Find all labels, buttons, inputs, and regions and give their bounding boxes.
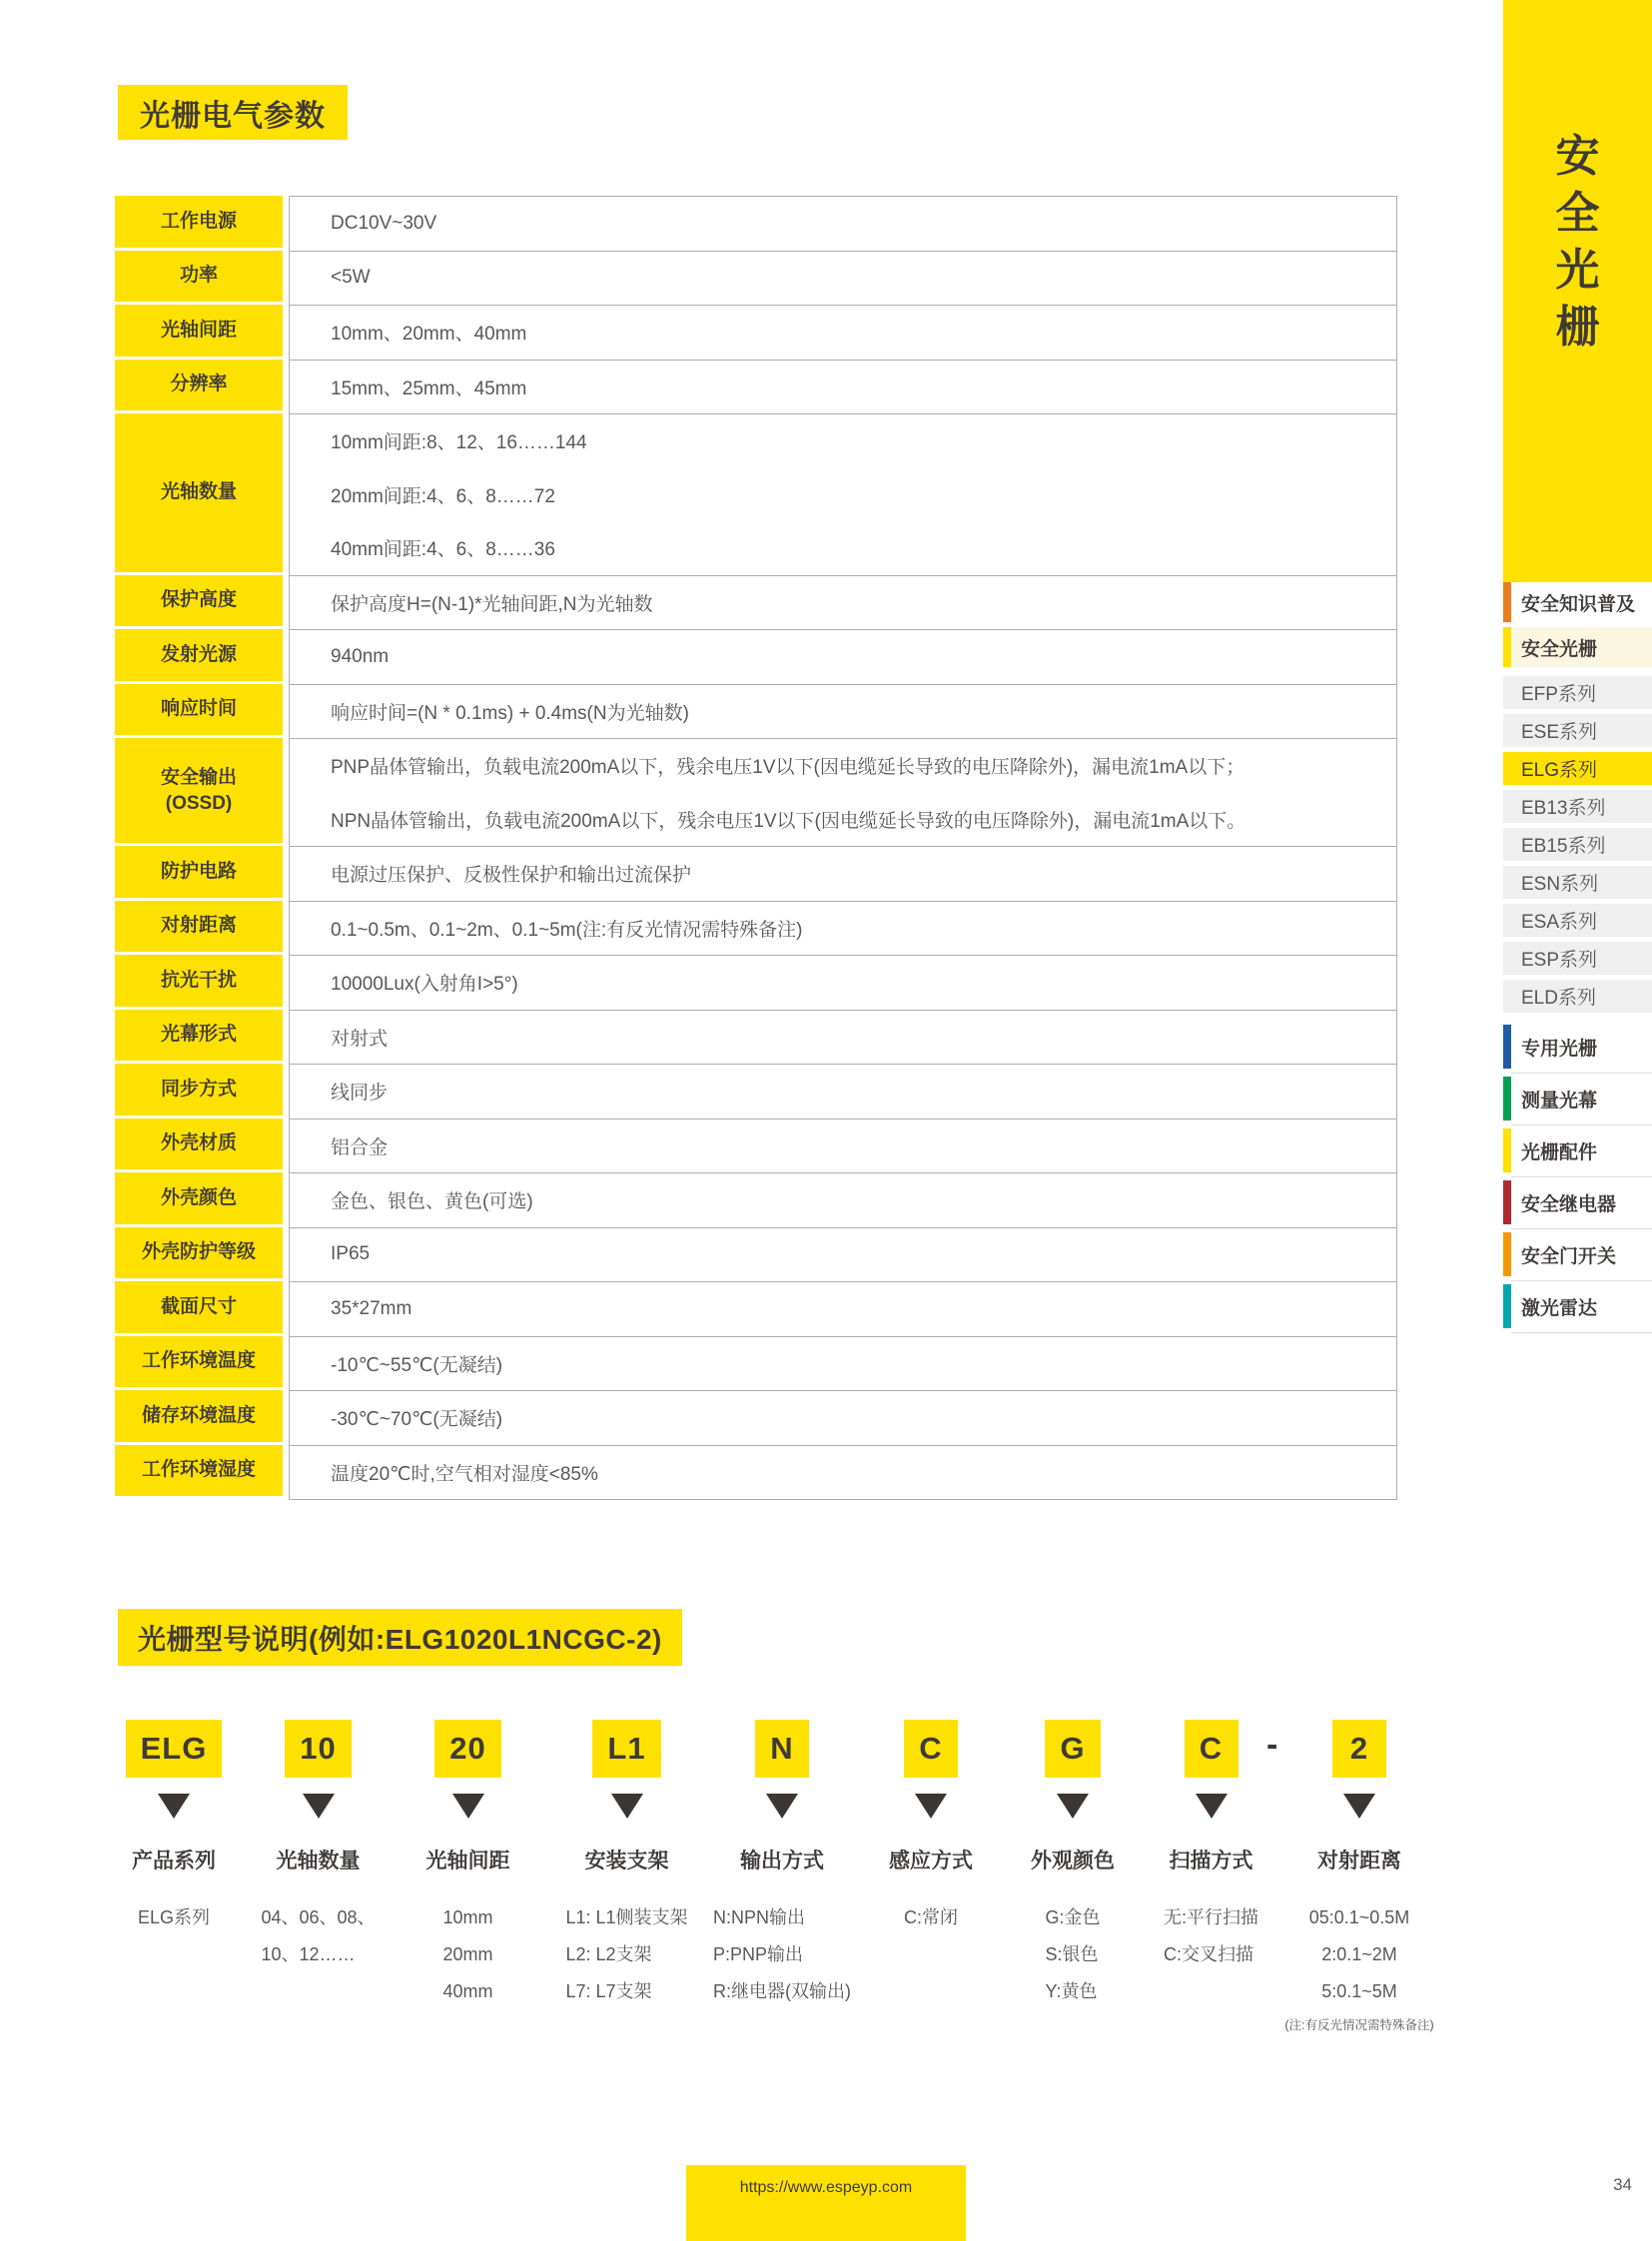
model-segment-column — [100, 1720, 248, 2033]
spec-values — [289, 901, 1397, 957]
page-number: 34 — [1613, 2175, 1632, 2194]
spec-row — [115, 1336, 1397, 1392]
spec-value: 温度20℃时,空气相对湿度<85% — [331, 1463, 598, 1485]
spec-value: NPN晶体管输出，负载电流200mA以下，残余电压1V以下(因电缆延长导致的电压降除外)，漏电流1mA以下。 — [331, 810, 1246, 832]
model-desc-line: R:继电器(双输出) — [713, 1981, 851, 2001]
model-desc-note: (注:有反光情况需特殊备注) — [1284, 2018, 1434, 2032]
spec-row — [115, 684, 1397, 740]
sidebar-banner-text: 安 全 光 栅 — [1555, 132, 1600, 352]
sidebar-item-eld-series[interactable] — [1503, 980, 1652, 1013]
spec-label: 保护高度 — [115, 575, 283, 631]
model-desc-line: ELG系列 — [137, 1907, 211, 1927]
spec-values — [289, 1010, 1397, 1066]
sidebar-item-label: 光栅配件 — [1521, 1141, 1598, 1163]
spec-row — [115, 1172, 1397, 1228]
model-segment-column — [858, 1720, 1004, 2033]
spec-value: 940nm — [331, 645, 390, 667]
sidebar-item-ese-series[interactable] — [1503, 714, 1652, 747]
spec-values — [289, 846, 1397, 902]
spec-row — [115, 251, 1397, 307]
spec-label: 光幕形式 — [115, 1010, 283, 1066]
footer-url-box — [686, 2165, 966, 2241]
spec-value: 10000Lux(入射角I>5°) — [331, 974, 518, 996]
spec-value: <5W — [331, 267, 371, 289]
model-column-desc — [1309, 1899, 1410, 2010]
spec-values — [289, 1336, 1397, 1392]
sidebar-item-label: ESP系列 — [1521, 950, 1598, 971]
model-code-box: 20 — [434, 1720, 500, 1778]
model-code-box-row — [248, 1720, 389, 1778]
spec-label: 储存环境温度 — [115, 1390, 283, 1446]
spec-label: 分辨率 — [115, 360, 283, 415]
model-desc-line: 2:0.1~2M — [1321, 1944, 1397, 1964]
model-desc-line: C:常闭 — [904, 1907, 958, 1927]
category-color-bar — [1503, 582, 1511, 622]
spec-row — [115, 738, 1397, 847]
spec-row — [115, 1445, 1397, 1501]
model-column-desc — [138, 1899, 210, 1936]
spec-label: 对射距离 — [115, 901, 283, 957]
model-column-desc — [565, 1899, 687, 2010]
spec-values — [289, 738, 1397, 847]
spec-label: 同步方式 — [115, 1064, 283, 1120]
model-code-box: C — [904, 1720, 958, 1778]
spec-row — [115, 1227, 1397, 1283]
spec-values — [289, 629, 1397, 685]
sidebar-item-esp-series[interactable] — [1503, 942, 1652, 975]
model-desc-line: 10mm — [442, 1907, 493, 1927]
spec-value: 保护高度H=(N-1)*光轴间距,N为光轴数 — [331, 593, 653, 615]
spec-values — [289, 196, 1397, 252]
spec-row — [115, 1390, 1397, 1446]
spec-values — [289, 1172, 1397, 1228]
spec-label: 外壳防护等级 — [115, 1227, 283, 1283]
model-code-box: 10 — [285, 1720, 351, 1778]
model-column-desc — [442, 1899, 492, 2010]
model-desc-line: S:银色 — [1045, 1944, 1099, 1964]
down-arrow-icon — [766, 1794, 798, 1819]
model-desc-line: P:PNP输出 — [713, 1944, 804, 1964]
spec-values — [289, 1064, 1397, 1120]
down-arrow-icon — [1057, 1794, 1089, 1819]
spec-values — [289, 1227, 1397, 1283]
model-column-label: 外观颜色 — [1031, 1850, 1115, 1872]
sidebar-item-safety-light-curtain[interactable] — [1503, 627, 1652, 667]
spec-label: 安全输出 (OSSD) — [115, 738, 283, 847]
spec-table — [115, 197, 1397, 1500]
spec-row — [115, 575, 1397, 631]
sidebar-menu — [1503, 582, 1652, 1336]
model-code-box-row — [389, 1720, 547, 1778]
model-code-box: C — [1185, 1720, 1239, 1778]
sidebar-item-label: EFP系列 — [1521, 684, 1596, 705]
spec-row — [115, 1281, 1397, 1337]
model-code-box-row — [1004, 1720, 1142, 1778]
sidebar-item-label: ESN系列 — [1521, 874, 1599, 895]
spec-value: PNP晶体管输出，负载电流200mA以下，残余电压1V以下(因电缆延长导致的电压降除外)，漏电流1mA以下； — [331, 757, 1245, 779]
model-desc-line: 40mm — [442, 1981, 493, 2001]
down-arrow-icon — [1196, 1794, 1228, 1819]
spec-label: 工作电源 — [115, 196, 283, 252]
spec-row — [115, 305, 1397, 361]
spec-row — [115, 360, 1397, 415]
category-color-bar — [1503, 1025, 1511, 1069]
down-arrow-icon — [452, 1794, 484, 1819]
model-code-box-row — [547, 1720, 706, 1778]
sidebar-item-label: ELG系列 — [1521, 760, 1598, 781]
sidebar-item-laser-radar[interactable] — [1503, 1284, 1652, 1328]
model-code-box: G — [1045, 1720, 1100, 1778]
sidebar-item-measuring-curtain[interactable] — [1503, 1077, 1652, 1120]
spec-values — [289, 413, 1397, 576]
spec-row — [115, 846, 1397, 902]
sidebar-banner — [1503, 0, 1652, 584]
sidebar-item-label: ELD系列 — [1521, 988, 1596, 1009]
spec-row — [115, 629, 1397, 685]
footer-url-link[interactable]: https://www.espeyp.com — [739, 2179, 913, 2196]
model-column-desc — [713, 1899, 851, 2010]
model-desc-line: L2: L2支架 — [565, 1944, 652, 1964]
electrical-params-title: 光栅电气参数 — [140, 99, 326, 133]
down-arrow-icon — [915, 1794, 947, 1819]
model-code-box-row — [706, 1720, 858, 1778]
model-desc-line: C:交叉扫描 — [1163, 1944, 1253, 1964]
model-code-box: 2 — [1332, 1720, 1386, 1778]
model-desc-line: 无:平行扫描 — [1163, 1907, 1258, 1927]
model-code-box: ELG — [126, 1720, 223, 1778]
sidebar-item-esn-series[interactable] — [1503, 866, 1652, 899]
spec-value: 铝合金 — [331, 1136, 389, 1158]
spec-value: 电源过压保护、反极性保护和输出过流保护 — [331, 865, 692, 887]
electrical-params-title-badge — [118, 85, 348, 140]
sidebar-item-efp-series[interactable] — [1503, 676, 1652, 709]
spec-label: 抗光干扰 — [115, 955, 283, 1011]
spec-values — [289, 360, 1397, 415]
model-desc-line: 20mm — [442, 1944, 493, 1964]
spec-label: 工作环境温度 — [115, 1336, 283, 1392]
sidebar-item-label: 专用光栅 — [1521, 1038, 1598, 1060]
model-column-desc — [261, 1899, 375, 1973]
spec-row — [115, 1010, 1397, 1066]
model-column-desc — [1164, 1899, 1258, 1973]
spec-label: 发射光源 — [115, 629, 283, 685]
sidebar-item-safety-knowledge[interactable] — [1503, 582, 1652, 622]
spec-value: 对射式 — [331, 1028, 389, 1050]
model-segment-column — [248, 1720, 389, 2033]
spec-row — [115, 413, 1397, 576]
model-code-box-row — [1142, 1720, 1280, 1778]
category-color-bar — [1503, 1284, 1511, 1328]
model-column-desc — [1045, 1899, 1100, 2010]
spec-values — [289, 1281, 1397, 1337]
spec-value: 35*27mm — [331, 1297, 413, 1319]
spec-value: -10℃~55℃(无凝结) — [331, 1354, 503, 1376]
sidebar-item-label: ESE系列 — [1521, 722, 1598, 743]
spec-values — [289, 1390, 1397, 1446]
category-color-bar — [1503, 1128, 1511, 1172]
model-segment-column — [1142, 1720, 1280, 2033]
spec-value: 15mm、25mm、45mm — [331, 377, 527, 399]
sidebar-item-label: 安全继电器 — [1521, 1193, 1617, 1215]
category-color-bar — [1503, 1232, 1511, 1276]
down-arrow-icon — [303, 1794, 335, 1819]
model-segment-column — [1004, 1720, 1142, 2033]
sidebar-item-elg-series[interactable] — [1503, 752, 1652, 785]
model-desc-line: 5:0.1~5M — [1321, 1981, 1397, 2001]
sidebar-item-esa-series[interactable] — [1503, 904, 1652, 937]
spec-value: IP65 — [331, 1243, 371, 1265]
spec-value: 0.1~0.5m、0.1~2m、0.1~5m(注:有反光情况需特殊备注) — [331, 919, 803, 941]
sidebar-item-label: 安全门开关 — [1521, 1245, 1617, 1267]
spec-values — [289, 251, 1397, 307]
spec-value: 线同步 — [331, 1083, 389, 1105]
sidebar-item-special-grating[interactable] — [1503, 1025, 1652, 1069]
sidebar-item-label: 激光雷达 — [1521, 1297, 1598, 1319]
sidebar-item-label: ESA系列 — [1521, 912, 1598, 933]
model-code-box-row — [1266, 1720, 1438, 1778]
model-column-label: 对射距离 — [1317, 1850, 1401, 1872]
spec-label: 功率 — [115, 251, 283, 307]
spec-value: 金色、银色、黄色(可选) — [331, 1191, 533, 1213]
model-desc-line: N:NPN输出 — [713, 1907, 806, 1927]
spec-value: -30℃~70℃(无凝结) — [331, 1409, 503, 1431]
model-column-label: 输出方式 — [740, 1850, 824, 1872]
model-column-label: 产品系列 — [132, 1850, 216, 1872]
spec-row — [115, 955, 1397, 1011]
spec-row — [115, 196, 1397, 252]
spec-values — [289, 575, 1397, 631]
sidebar-item-label: EB15系列 — [1521, 836, 1606, 857]
spec-row — [115, 1064, 1397, 1120]
model-column-label: 光轴间距 — [425, 1850, 510, 1872]
sidebar-item-safety-relay[interactable] — [1503, 1180, 1652, 1224]
sidebar-item-label: 安全知识普及 — [1521, 593, 1636, 615]
model-column-desc — [904, 1899, 958, 1936]
model-explanation-title-badge — [118, 1609, 682, 1666]
model-segment-column — [389, 1720, 547, 2033]
model-column-label: 安装支架 — [584, 1850, 669, 1872]
category-color-bar — [1503, 1077, 1511, 1120]
spec-label: 光轴数量 — [115, 413, 283, 576]
spec-label: 截面尺寸 — [115, 1281, 283, 1337]
model-code-box: N — [755, 1720, 809, 1778]
model-number-diagram — [100, 1720, 1438, 2033]
spec-values — [289, 684, 1397, 740]
spec-values — [289, 955, 1397, 1011]
sidebar-item-label: 测量光幕 — [1521, 1090, 1598, 1112]
model-code-box-row — [858, 1720, 1004, 1778]
down-arrow-icon — [158, 1794, 190, 1819]
sidebar-item-grating-accessories[interactable] — [1503, 1128, 1652, 1172]
spec-value: DC10V~30V — [331, 212, 437, 234]
model-desc-line: 10、12…… — [261, 1944, 356, 1964]
model-code-box-row — [100, 1720, 248, 1778]
model-segment-column — [706, 1720, 858, 2033]
model-code-box: L1 — [592, 1720, 660, 1778]
model-desc-line: Y:黄色 — [1045, 1981, 1098, 2001]
spec-value: 10mm间距:8、12、16……144 — [331, 432, 587, 454]
spec-value: 40mm间距:4、6、8……36 — [331, 539, 555, 561]
spec-value: 响应时间=(N * 0.1ms) + 0.4ms(N为光轴数) — [331, 702, 689, 724]
spec-value: 10mm、20mm、40mm — [331, 324, 527, 346]
sidebar-item-eb15-series[interactable] — [1503, 828, 1652, 861]
spec-row — [115, 1119, 1397, 1174]
down-arrow-icon — [611, 1794, 643, 1819]
model-column-label: 扫描方式 — [1169, 1850, 1253, 1872]
spec-label: 外壳材质 — [115, 1119, 283, 1174]
sidebar-item-label: 安全光栅 — [1521, 638, 1598, 660]
sidebar-item-eb13-series[interactable] — [1503, 790, 1652, 823]
spec-label: 响应时间 — [115, 684, 283, 740]
spec-value: 20mm间距:4、6、8……72 — [331, 485, 555, 507]
model-explanation-title: 光栅型号说明(例如:ELG1020L1NCGC-2) — [138, 1623, 662, 1655]
category-color-bar — [1503, 1180, 1511, 1224]
sidebar-item-label: EB13系列 — [1521, 798, 1606, 819]
spec-values — [289, 1445, 1397, 1501]
model-segment-column — [547, 1720, 706, 2033]
spec-label: 外壳颜色 — [115, 1172, 283, 1228]
model-column-label: 感应方式 — [889, 1850, 973, 1872]
model-desc-line: 05:0.1~0.5M — [1308, 1907, 1410, 1927]
spec-values — [289, 1119, 1397, 1174]
spec-label: 光轴间距 — [115, 305, 283, 361]
down-arrow-icon — [1343, 1794, 1375, 1819]
model-segment-column — [1266, 1720, 1438, 2033]
model-desc-line: L7: L7支架 — [565, 1981, 652, 2001]
spec-label: 防护电路 — [115, 846, 283, 902]
spec-row — [115, 901, 1397, 957]
sidebar-item-safety-door-switch[interactable] — [1503, 1232, 1652, 1276]
model-column-label: 光轴数量 — [276, 1850, 361, 1872]
category-color-bar — [1503, 627, 1511, 667]
model-code-dash: - — [1266, 1726, 1278, 1764]
model-desc-line: L1: L1侧装支架 — [565, 1907, 688, 1927]
spec-values — [289, 305, 1397, 361]
model-desc-line: 04、06、08、 — [261, 1907, 376, 1927]
model-desc-line: G:金色 — [1045, 1907, 1101, 1927]
spec-label: 工作环境湿度 — [115, 1445, 283, 1501]
